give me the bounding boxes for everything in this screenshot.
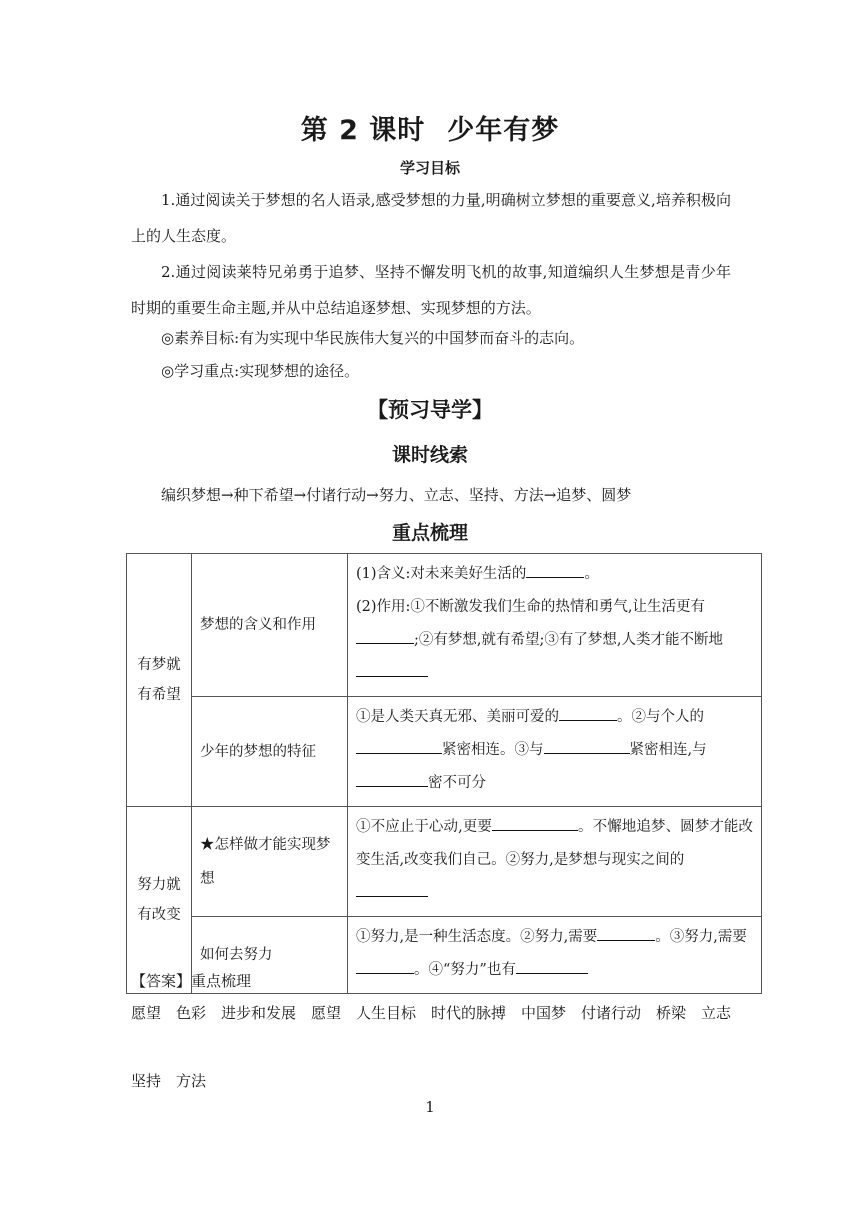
content-text: 密不可分 [428, 775, 486, 791]
topic-label: 少年的梦想的特征 [200, 743, 316, 760]
content-cell [348, 697, 762, 807]
fill-blank[interactable] [492, 815, 578, 831]
category-label: 努力就有改变 [137, 877, 181, 923]
content-text: 。③努力,需要 [655, 929, 747, 945]
content-text: 。 [584, 566, 599, 582]
fill-blank[interactable] [356, 771, 428, 787]
content-text: (1)含义:对未来美好生活的 [356, 566, 527, 582]
fill-blank[interactable] [356, 661, 428, 677]
key-point: ◎学习重点:实现梦想的途径。 [161, 362, 360, 380]
fill-blank[interactable] [356, 881, 428, 897]
category-cell [127, 554, 192, 807]
content-cell [348, 917, 762, 994]
fill-blank[interactable] [559, 705, 617, 721]
content-text: 。②与个人的 [617, 709, 704, 725]
objective-2: 2.通过阅读莱特兄弟勇于追梦、坚持不懈发明飞机的故事,知道编织人生梦想是青少年时期的重要生命主题,并从中总结追逐梦想、实现梦想的方法。 [131, 263, 731, 317]
table-row [127, 554, 762, 697]
topic-label: ★怎样做才能实现梦想 [200, 836, 331, 887]
fill-blank[interactable] [356, 958, 414, 974]
key-points-table [126, 553, 762, 994]
answers-line: 坚持 方法 [131, 1072, 207, 1090]
answers-line: 愿望 色彩 进步和发展 愿望 人生目标 时代的脉搏 中国梦 付诸行动 桥梁 立志 [131, 1004, 732, 1022]
content-cell [348, 554, 762, 697]
topic-cell [192, 697, 348, 807]
clue-heading: 课时线索 [391, 444, 468, 466]
content-text: (2)作用:①不断激发我们生命的热情和勇气,让生活更有 [356, 599, 706, 615]
content-text: 紧密相连。③与 [442, 742, 544, 758]
content-text: ①不应止于心动,更要 [356, 819, 492, 835]
category-cell [127, 807, 192, 994]
content-text: ;②有梦想,就有希望;③有了梦想,人类才能不断地 [414, 632, 723, 648]
content-text: 紧密相连,与 [629, 742, 707, 758]
objective-1: 1.通过阅读关于梦想的名人语录,感受梦想的力量,明确树立梦想的重要意义,培养积极向上的人生态度。 [131, 191, 731, 245]
topic-label: 梦想的含义和作用 [200, 617, 316, 633]
fill-blank[interactable] [356, 738, 442, 754]
lesson-number: 第 2 课时 [300, 115, 426, 146]
content-text: ①努力,是一种生活态度。②努力,需要 [356, 929, 598, 945]
fill-blank[interactable] [597, 925, 655, 941]
literacy-goal: ◎素养目标:有为实现中华民族伟大复兴的中国梦而奋斗的志向。 [161, 329, 585, 347]
lesson-title [0, 108, 860, 147]
content-text: 。④“努力”也有 [414, 962, 516, 978]
lesson-name: 少年有梦 [447, 115, 560, 146]
table-row [127, 807, 762, 917]
answer-heading: 【答案】重点梳理 [131, 972, 252, 990]
content-cell [348, 807, 762, 917]
objectives-heading: 学习目标 [399, 159, 460, 177]
fill-blank[interactable] [516, 958, 588, 974]
category-label: 有梦就有希望 [137, 657, 181, 703]
fill-blank[interactable] [526, 562, 584, 578]
fill-blank[interactable] [544, 738, 630, 754]
clue-text: 编织梦想→种下希望→付诸行动→努力、立志、坚持、方法→追梦、圆梦 [161, 486, 632, 504]
fill-blank[interactable] [356, 628, 414, 644]
topic-label: 如何去努力 [200, 947, 273, 963]
key-points-heading: 重点梳理 [391, 522, 468, 544]
section-preview-heading: 【预习导学】 [367, 398, 493, 422]
table-row [127, 697, 762, 807]
content-text: ①是人类天真无邪、美丽可爱的 [356, 709, 559, 725]
page-number: 1 [425, 1098, 435, 1116]
content-text: 。不懈地追梦、圆梦才能改变生活,改变我们自己。②努力,是梦想与现实之间的 [356, 819, 753, 868]
topic-cell [192, 807, 348, 917]
topic-cell [192, 554, 348, 697]
